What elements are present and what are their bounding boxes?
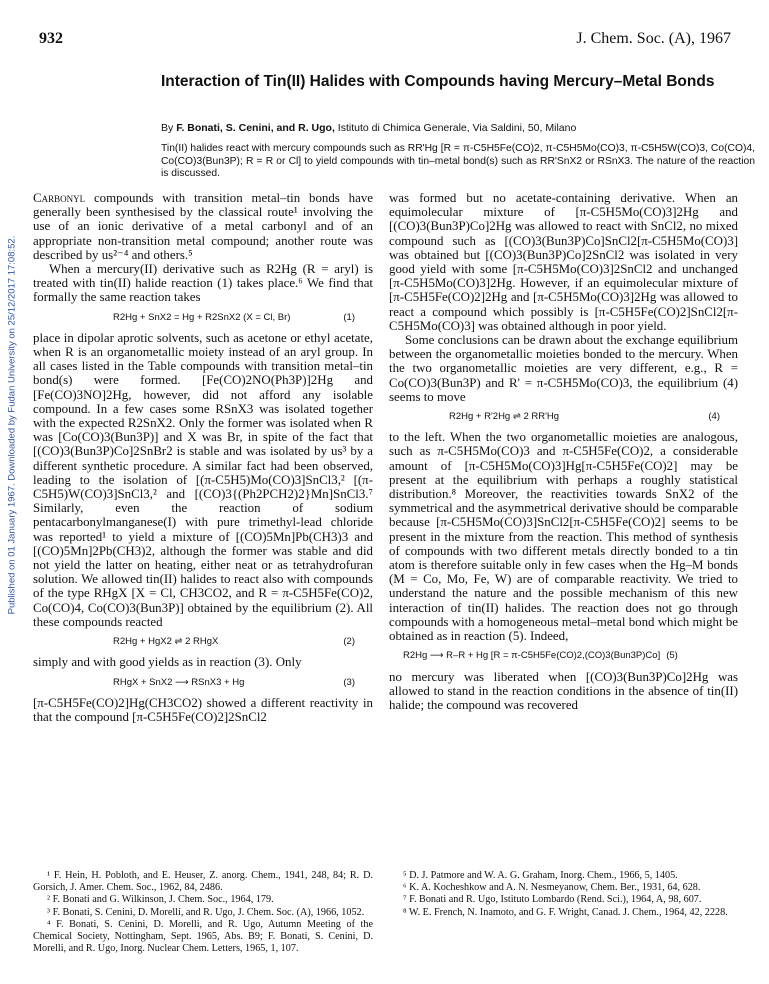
page-number: 932 xyxy=(39,30,63,47)
reference-item: ⁶ K. A. Kocheshkow and A. N. Nesmeyanow, Chem. Ber., 1931, 64, 628. xyxy=(403,882,701,894)
paragraph-text: compounds with transition metal–tin bonds have generally been synthesised by the classical route¹ involving the use of an ionic derivative of a metal carbonyl and of an appropriate non-transition metal compound; another route was described by us²⁻⁴ and others.⁵ xyxy=(33,191,373,262)
lead-word: Carbonyl xyxy=(33,191,86,205)
reference-item: ⁷ F. Bonati and R. Ugo, Istituto Lombardo (Rend. Sci.), 1964, A, 98, 607. xyxy=(403,894,702,906)
equation-expression: R2Hg + R'2Hg ⇌ 2 RR'Hg xyxy=(449,411,560,423)
download-watermark xyxy=(2,180,22,670)
equation-number: (1) xyxy=(343,311,355,323)
paragraph: Some conclusions can be drawn about the exchange equilibrium between the organometallic moieties bonded to the mercury. When the two organometallic moieties are very different, e.g., R = Co(CO)3(Bun3P) and R' = π-C5H5Mo(CO)3, the equilibrium (4) seems to move xyxy=(389,333,738,404)
reference-item: ⁸ W. E. French, N. Inamoto, and G. F. Wright, Canad. J. Chem., 1964, 42, 2228. xyxy=(403,906,728,918)
equation-expression: R2Hg + HgX2 ⇌ 2 RHgX xyxy=(113,636,219,648)
paragraph: no mercury was liberated when [(CO)3(Bun3P)Co]2Hg was allowed to stand in the reaction conditions in the absence of tin(II) halide; the compound was recovered xyxy=(389,669,738,712)
references-right xyxy=(389,870,738,919)
article-title: Interaction of Tin(II) Halides with Compounds having Mercury–Metal Bonds xyxy=(161,73,715,90)
paragraph: When a mercury(II) derivative such as R2Hg (R = aryl) is treated with tin(II) halide reaction (1) takes place.⁶ We find that formally the same reaction takes xyxy=(33,262,373,305)
author-line xyxy=(161,122,751,134)
reference-item: ⁴ F. Bonati, S. Cenini, D. Morelli, and R. Ugo, Autumn Meeting of the Chemical Society, Nottingham, Sept. 1965, Abs. B9; F. Bonati, S. Cenini, D. Morelli, and R. Ugo, Inorg. Nuclear Chem. Letters, 1965, 1, 107. xyxy=(33,918,373,955)
paragraph: was formed but no acetate-containing derivative. When an equimolecular mixture of [π-C5H5Mo(CO)3]2Hg and [(CO)3(Bun3P)Co]2Hg was allowed to react with SnCl2, no mixed compound such as [(CO)3(Bun3P)Co]SnCl2[π-C5H5Mo(CO)3] was obtained but [(CO)3(Bun3P)Co]2SnCl2 was isolated in very good yield with some [π-C5H5Mo(CO)3]2SnCl2 and unchanged [π-C5H5Mo(CO)3]2Hg. However, if an equimolecular mixture of [π-C5H5Fe(CO)2]2Hg and [π-C5H5Mo(CO)3]2Hg was allowed to react a compound which possibly is [π-C5H5Fe(CO)2]SnCl2[π-C5H5Mo(CO)3] was obtained although in poor yield. xyxy=(389,191,738,333)
equation-3 xyxy=(33,676,373,690)
paragraph xyxy=(33,191,373,262)
abstract: Tin(II) halides react with mercury compounds such as RR'Hg [R = π-C5H5Fe(CO)2, π-C5H5Mo(CO)3, π-C5H5W(CO)3, Co(CO)4, Co(CO)3(Bun3P); R = R or Cl] to yield compounds with tin–metal bond(s) such as RR'SnX2 or RSnX3. The nature of the reaction is discussed. xyxy=(161,143,755,179)
paragraph: [π-C5H5Fe(CO)2]Hg(CH3CO2) showed a different reactivity in that the compound [π-C5H5Fe(CO)2]2SnCl2 xyxy=(33,695,373,724)
equation-expression: R2Hg ⟶ R–R + Hg [R = π-C5H5Fe(CO)2,(CO)3(Bun3P)Co] xyxy=(403,650,661,662)
reference-item: ¹ F. Hein, H. Pobloth, and E. Heuser, Z. anorg. Chem., 1941, 248, 84; R. D. Gorsich, J. Amer. Chem. Soc., 1962, 84, 2486. xyxy=(33,870,373,894)
equation-number: (3) xyxy=(343,676,355,688)
paragraph: to the left. When the two organometallic moieties are analogous, such as π-C5H5Mo(CO)3 and π-C5H5Fe(CO)2, a considerable amount of [π-C5H5Mo(CO)3]Hg[π-C5H5Fe(CO)2] may be present at the equilibrium with perhaps a roughly statistical distribution.⁸ Moreover, the reactivities towards SnX2 of the symmetrical and the asymmetrical derivative should be comparable because [π-C5H5Mo(CO)3]SnCl2[π-C5H5Fe(CO)2] seems to be present in the mixture from the reaction. This method of synthesis of compounds with two different metals directly bonded to a tin atom is therefore suitable only in few cases when the Hg–M bonds (M = Co, Mo, Fe, W) are of comparable reactivity. We tried to understand the nature and the possible mechanism of this new interaction of tin(II) halides. The reaction does not go through compounds with a homogeneous metal–metal bond which might be obtained as in reaction (5). Indeed, xyxy=(389,430,738,644)
reference-item: ² F. Bonati and G. Wilkinson, J. Chem. Soc., 1964, 179. xyxy=(47,894,274,906)
journal-citation: J. Chem. Soc. (A), 1967 xyxy=(576,30,731,47)
equation-number: (5) xyxy=(666,650,678,662)
equation-number: (2) xyxy=(343,636,355,648)
equation-5 xyxy=(389,649,738,663)
equation-2 xyxy=(33,635,373,649)
paragraph: place in dipolar aprotic solvents, such as acetone or ethyl acetate, when R is an organometallic moiety instead of an aryl group. In all cases listed in the Table compounds with transition metal–tin bond(s) were formed. [Fe(CO)2NO(Ph3P)]2Hg and [Fe(CO)3NO]2Hg, however, did not afford any isolable compound. In a few cases some RSnX3 was isolated together with the expected R2SnX2. Only the former was isolated when R was [Co(CO)3(Bun3P)] and X was Br, in spite of the fact that [(CO)3(Bun3P)Co]2SnBr2 is stable and was isolated by us³ by a different synthetic procedure. A similar fact had been observed, leading to the isolation of [(π-C5H5)Mo(CO)3]SnCl3,² [(π-C5H5)W(CO)3]SnCl3,² and [(CO)3{(Ph2PCH2)2}Mn]SnCl3.⁷ Similarly, even the reaction of sodium pentacarbonylmanganese(I) with pure trimethyl-lead chloride was reported¹ to yield a mixture of [(CO)5Mn]Pb(CH3)3 and [(CO)5Mn]2Pb(CH3)2, although the former was stable and did not yield the latter on heating, either neat or as tetrahydrofuran solution. We allowed tin(II) halides to react also with compounds of the type RHgX [X = Cl, CH3CO2, and R = π-C5H5Fe(CO)2, Co(CO)4, Co(CO)3(Bun3P)] obtained by the equilibrium (2). All these compounds reacted xyxy=(33,330,373,629)
equation-4 xyxy=(389,410,738,424)
affiliation: Istituto di Chimica Generale, Via Saldini, 50, Milano xyxy=(337,122,577,134)
equation-expression: RHgX + SnX2 ⟶ RSnX3 + Hg xyxy=(113,676,245,688)
reference-item: ³ F. Bonati, S. Cenini, D. Morelli, and R. Ugo, J. Chem. Soc. (A), 1966, 1052. xyxy=(47,906,365,918)
authors-by: By xyxy=(161,122,174,134)
reference-item: ⁵ D. J. Patmore and W. A. G. Graham, Inorg. Chem., 1966, 5, 1405. xyxy=(403,870,678,881)
references-left xyxy=(33,870,373,955)
body-column-left xyxy=(33,191,373,724)
author-names: F. Bonati, S. Cenini, and R. Ugo, xyxy=(176,122,335,134)
equation-1 xyxy=(33,311,373,325)
paragraph: simply and with good yields as in reaction (3). Only xyxy=(33,655,302,670)
download-watermark-text[interactable]: Published on 01 January 1967. Downloaded by Fudan University on 25/12/2017 17:08:52. xyxy=(6,235,18,615)
equation-expression: R2Hg + SnX2 = Hg + R2SnX2 (X = Cl, Br) xyxy=(113,311,291,323)
equation-number: (4) xyxy=(708,411,720,423)
body-column-right xyxy=(389,191,738,712)
